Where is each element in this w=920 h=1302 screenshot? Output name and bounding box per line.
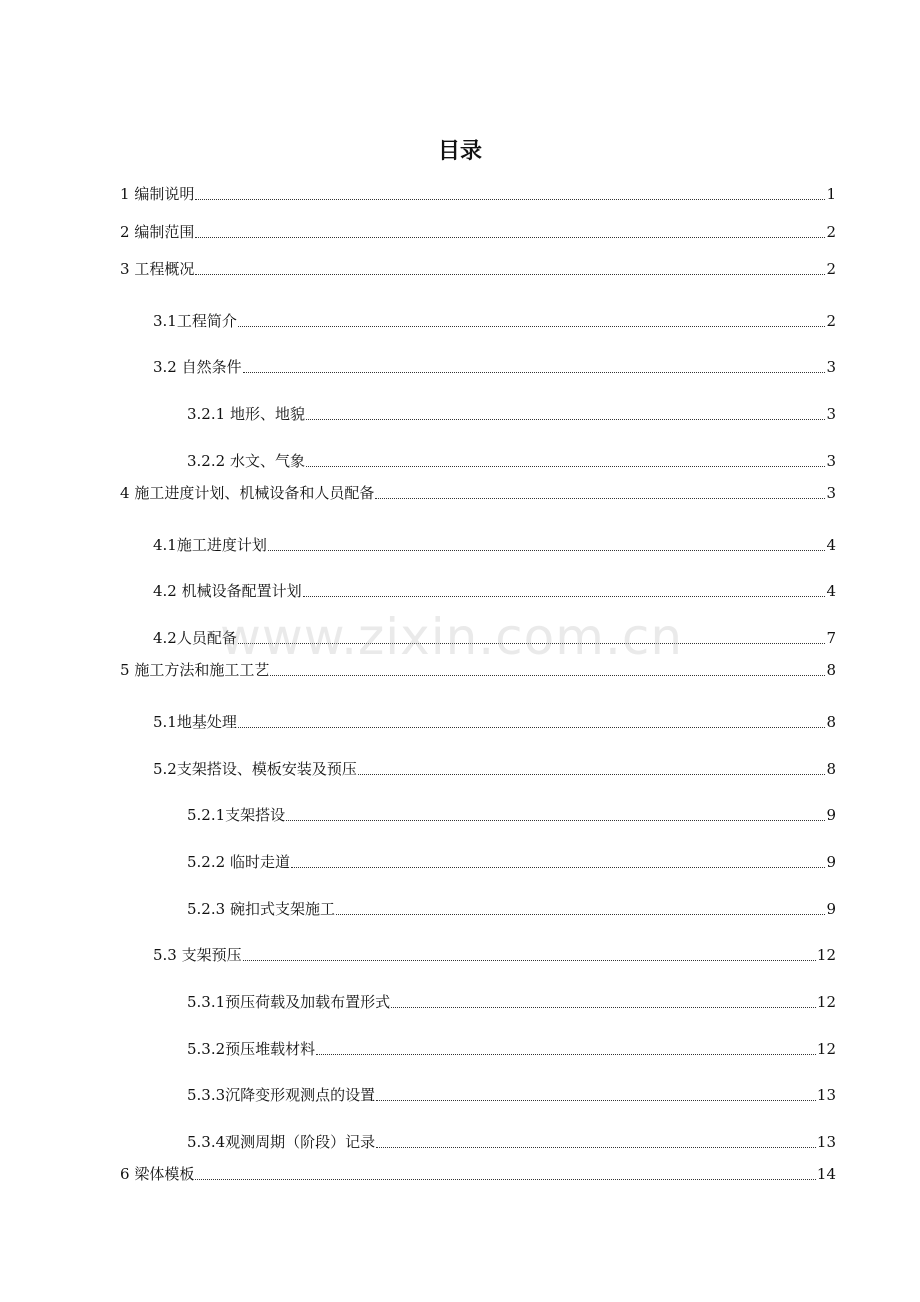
toc-entry-label: 临时走道 <box>225 853 290 871</box>
toc-dot-leader <box>195 199 825 200</box>
toc-entry-page: 1 <box>826 185 836 203</box>
toc-entry-number: 4 <box>120 484 130 502</box>
toc-dot-leader <box>243 960 816 961</box>
toc-entry-label: 支架预压 <box>176 946 242 964</box>
toc-entry-label: 施工进度计划 <box>176 536 267 554</box>
toc-entry-number: 5.3 <box>153 946 177 964</box>
toc-entry-page: 3 <box>826 358 836 376</box>
toc-entry-number: 6 <box>120 1165 130 1183</box>
toc-entry-number: 5.2.3 <box>187 900 226 918</box>
toc-entry-label: 施工进度计划、机械设备和人员配备 <box>129 484 375 502</box>
toc-dot-leader <box>243 372 826 373</box>
toc-dot-leader <box>286 820 825 821</box>
toc-entry[interactable] <box>187 1083 836 1105</box>
toc-entry[interactable] <box>120 658 836 680</box>
toc-entry-number: 5.3.1 <box>187 993 226 1011</box>
toc-entry[interactable] <box>187 897 836 919</box>
toc-dot-leader <box>391 1007 816 1008</box>
toc-entry[interactable] <box>153 533 836 555</box>
toc-entry-label: 工程概况 <box>129 260 195 278</box>
toc-dot-leader <box>268 550 826 551</box>
toc-entry[interactable] <box>153 355 836 377</box>
toc-entry[interactable] <box>153 943 836 965</box>
toc-entry[interactable] <box>120 1162 836 1184</box>
toc-entry-page: 13 <box>816 1133 836 1151</box>
toc-entry-label: 碗扣式支架施工 <box>225 900 335 918</box>
page-title: 目录 <box>437 139 482 164</box>
toc-entry-label: 工程简介 <box>176 312 237 330</box>
toc-dot-leader <box>238 643 826 644</box>
toc-dot-leader <box>316 1054 816 1055</box>
toc-entry-number: 5.1 <box>153 713 177 731</box>
toc-dot-leader <box>358 774 826 775</box>
toc-entry-page: 2 <box>826 312 836 330</box>
toc-entry-label: 预压堆载材料 <box>225 1040 316 1058</box>
toc-entry-label: 支架搭设 <box>225 806 286 824</box>
toc-dot-leader <box>336 914 826 915</box>
toc-entry[interactable] <box>120 257 836 279</box>
toc-entry-label: 编制说明 <box>129 185 195 203</box>
toc-dot-leader <box>238 727 826 728</box>
toc-entry-page: 8 <box>826 760 836 778</box>
toc-entry-number: 5.3.3 <box>187 1086 226 1104</box>
toc-entry-label: 编制范围 <box>129 223 195 241</box>
toc-entry-page: 3 <box>826 405 836 423</box>
toc-entry[interactable] <box>187 1037 836 1059</box>
toc-entry-page: 2 <box>826 260 836 278</box>
toc-entry[interactable] <box>153 626 836 648</box>
toc-dot-leader <box>306 466 826 467</box>
toc-entry[interactable] <box>187 449 836 471</box>
toc-entry-label: 梁体模板 <box>129 1165 195 1183</box>
toc-entry-page: 12 <box>816 946 836 964</box>
toc-dot-leader <box>238 326 826 327</box>
toc-entry[interactable] <box>153 757 836 779</box>
toc-dot-leader <box>195 274 825 275</box>
toc-entry-label: 地基处理 <box>176 713 237 731</box>
toc-entry-page: 4 <box>826 582 836 600</box>
toc-entry-label: 预压荷载及加载布置形式 <box>225 993 391 1011</box>
toc-entry[interactable] <box>120 182 836 204</box>
toc-entry-number: 5.3.2 <box>187 1040 226 1058</box>
toc-entry-label: 支架搭设、模板安装及预压 <box>176 760 357 778</box>
toc-entry[interactable] <box>153 710 836 732</box>
toc-entry-number: 5.3.4 <box>187 1133 226 1151</box>
toc-entry-label: 沉降变形观测点的设置 <box>225 1086 376 1104</box>
toc-entry-label: 自然条件 <box>176 358 242 376</box>
toc-entry-number: 4.2 <box>153 629 177 647</box>
toc-entry-number: 3.2.2 <box>187 452 226 470</box>
toc-entry-label: 施工方法和施工工艺 <box>129 661 270 679</box>
toc-entry-number: 1 <box>120 185 130 203</box>
toc-entry-page: 12 <box>816 993 836 1011</box>
toc-entry[interactable] <box>187 1130 836 1152</box>
toc-entry-number: 4.2 <box>153 582 177 600</box>
toc-dot-leader <box>195 1179 816 1180</box>
toc-entry-page: 13 <box>816 1086 836 1104</box>
toc-entry-page: 8 <box>826 661 836 679</box>
toc-entry-number: 2 <box>120 223 130 241</box>
toc-entry-page: 12 <box>816 1040 836 1058</box>
watermark: www.zixin.com.cn <box>220 608 684 666</box>
toc-entry-number: 5.2.1 <box>187 806 226 824</box>
toc-entry-label: 水文、气象 <box>225 452 305 470</box>
toc-dot-leader <box>195 237 825 238</box>
toc-entry-page: 3 <box>826 452 836 470</box>
toc-entry-number: 5.2.2 <box>187 853 226 871</box>
toc-dot-leader <box>375 498 825 499</box>
toc-dot-leader <box>306 419 826 420</box>
toc-entry-label: 地形、地貌 <box>225 405 305 423</box>
toc-entry-page: 2 <box>826 223 836 241</box>
toc-entry-label: 人员配备 <box>176 629 237 647</box>
toc-entry-number: 5.2 <box>153 760 177 778</box>
toc-entry[interactable] <box>187 402 836 424</box>
toc-entry[interactable] <box>187 990 836 1012</box>
toc-entry-page: 14 <box>816 1165 836 1183</box>
toc-entry-number: 5 <box>120 661 130 679</box>
toc-dot-leader <box>376 1147 816 1148</box>
toc-entry-page: 3 <box>826 484 836 502</box>
toc-entry[interactable] <box>153 579 836 601</box>
toc-entry-page: 9 <box>826 900 836 918</box>
toc-entry-page: 9 <box>826 806 836 824</box>
toc-entry-number: 3 <box>120 260 130 278</box>
toc-entry[interactable] <box>153 309 836 331</box>
toc-entry-number: 4.1 <box>153 536 177 554</box>
toc-entry[interactable] <box>187 803 836 825</box>
toc-dot-leader <box>303 596 826 597</box>
toc-entry[interactable] <box>187 850 836 872</box>
toc-entry-page: 4 <box>826 536 836 554</box>
toc-entry-label: 机械设备配置计划 <box>176 582 302 600</box>
toc-dot-leader <box>291 867 826 868</box>
toc-entry-number: 3.2.1 <box>187 405 226 423</box>
toc-entry-page: 9 <box>826 853 836 871</box>
toc-entry-number: 3.1 <box>153 312 177 330</box>
toc-dot-leader <box>270 675 825 676</box>
toc-entry-label: 观测周期（阶段）记录 <box>225 1133 376 1151</box>
toc-entry-page: 8 <box>826 713 836 731</box>
toc-entry[interactable] <box>120 220 836 242</box>
toc-entry-number: 3.2 <box>153 358 177 376</box>
toc-dot-leader <box>376 1100 816 1101</box>
toc-entry[interactable] <box>120 481 836 503</box>
toc-entry-page: 7 <box>826 629 836 647</box>
